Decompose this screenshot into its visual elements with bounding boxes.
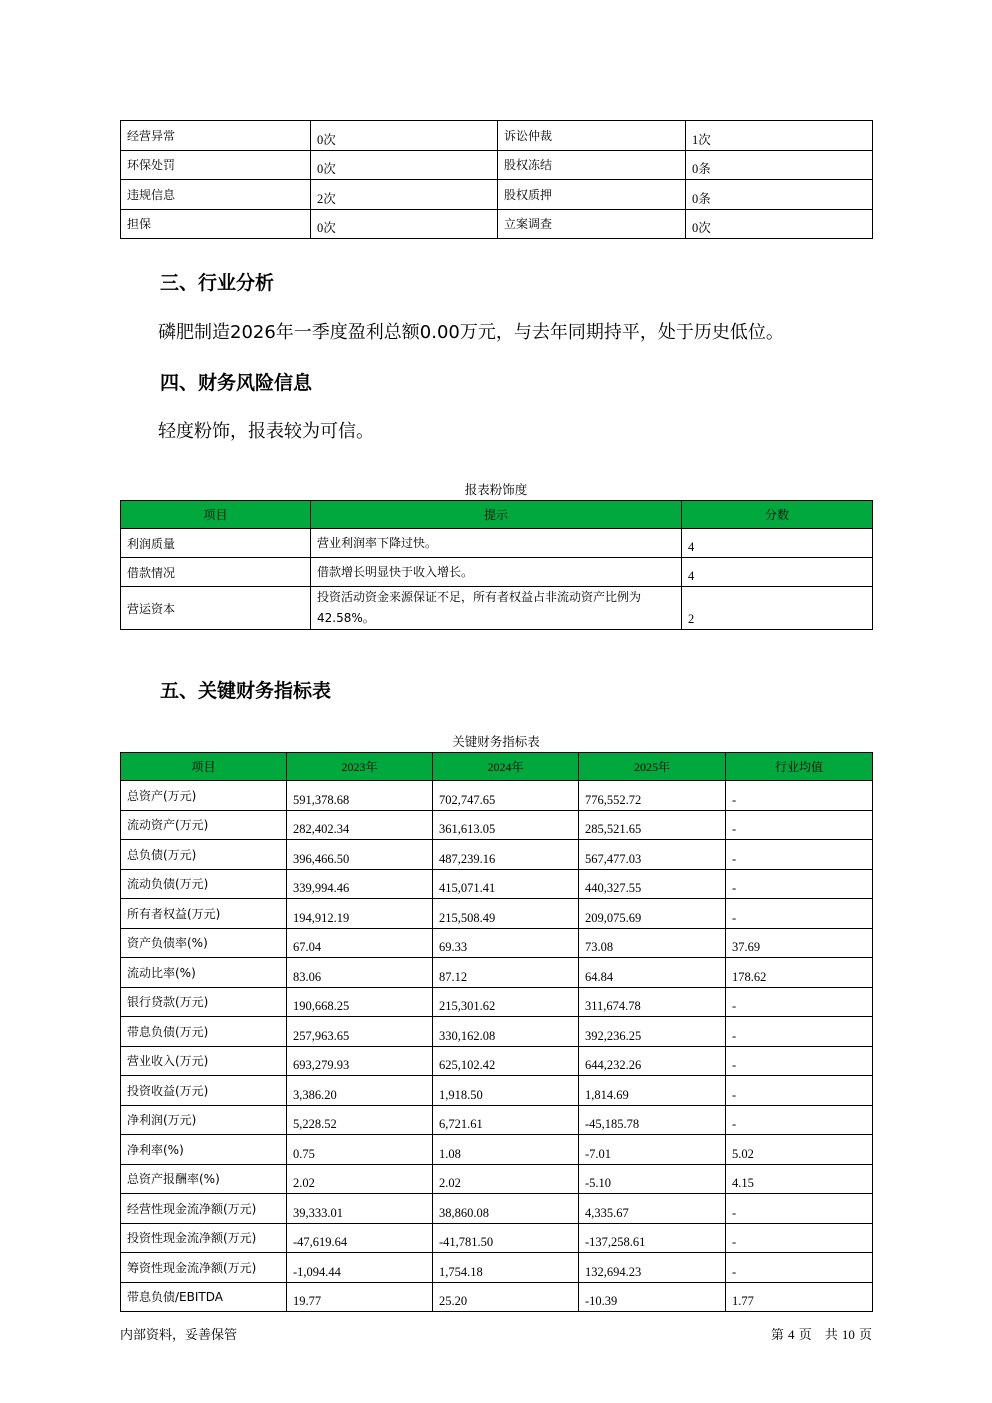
- score-header-cell: 分数: [682, 501, 873, 529]
- section3-text: 磷肥制造2026年一季度盈利总额0.00万元，与去年同期持平，处于历史低位。: [158, 322, 784, 343]
- table-row: [121, 899, 873, 929]
- score-item-cell: 借款情况: [121, 558, 311, 587]
- kpi-value-cell: -: [726, 1076, 873, 1106]
- table-row: [121, 587, 873, 630]
- table-row: [121, 1282, 873, 1312]
- risk-label2-cell: 诉讼仲裁: [498, 121, 686, 151]
- kpi-value-cell: 19.77: [287, 1282, 433, 1312]
- kpi-value-cell: -: [726, 1046, 873, 1076]
- kpi-value-cell: 2.02: [433, 1164, 579, 1194]
- kpi-label-cell: 带息负债/EBITDA: [121, 1282, 287, 1312]
- kpi-value-cell: -: [726, 1223, 873, 1253]
- kpi-label-cell: 经营性现金流净额(万元): [121, 1194, 287, 1224]
- kpi-value-cell: 487,239.16: [433, 840, 579, 870]
- page-prefix: 第: [770, 1328, 784, 1343]
- footer-confidential: 内部资料，妥善保管: [120, 1328, 238, 1343]
- kpi-value-cell: 2.02: [287, 1164, 433, 1194]
- kpi-label-cell: 总资产(万元): [121, 781, 287, 811]
- table-row: [121, 1164, 873, 1194]
- kpi-value-cell: 330,162.08: [433, 1017, 579, 1047]
- risk-label1-cell: 违规信息: [121, 180, 311, 210]
- page-suffix: 页: [858, 1328, 872, 1343]
- kpi-value-cell: 64.84: [579, 958, 726, 988]
- kpi-value-cell: -41,781.50: [433, 1223, 579, 1253]
- kpi-value-cell: -: [726, 1017, 873, 1047]
- table-row: [121, 180, 873, 210]
- risk-value1-cell: 2次: [311, 180, 498, 210]
- kpi-value-cell: 285,521.65: [579, 810, 726, 840]
- score-value-cell: 2: [682, 587, 873, 630]
- kpi-label-cell: 流动资产(万元): [121, 810, 287, 840]
- risk-value2-cell: 0次: [686, 209, 873, 239]
- score-value-cell: 4: [682, 558, 873, 587]
- kpi-header-cell: 2023年: [287, 753, 433, 781]
- kpi-value-cell: 39,333.01: [287, 1194, 433, 1224]
- kpi-value-cell: 38,860.08: [433, 1194, 579, 1224]
- kpi-value-cell: 567,477.03: [579, 840, 726, 870]
- kpi-value-cell: 392,236.25: [579, 1017, 726, 1047]
- kpi-value-cell: 361,613.05: [433, 810, 579, 840]
- table-row: [121, 781, 873, 811]
- kpi-header-cell: 项目: [121, 753, 287, 781]
- kpi-label-cell: 流动比率(%): [121, 958, 287, 988]
- kpi-label-cell: 投资性现金流净额(万元): [121, 1223, 287, 1253]
- kpi-label-cell: 营业收入(万元): [121, 1046, 287, 1076]
- score-item-cell: 营运资本: [121, 587, 311, 630]
- kpi-value-cell: 693,279.93: [287, 1046, 433, 1076]
- score-header-cell: 项目: [121, 501, 311, 529]
- kpi-label-cell: 银行贷款(万元): [121, 987, 287, 1017]
- kpi-value-cell: 5.02: [726, 1135, 873, 1165]
- kpi-value-cell: 591,378.68: [287, 781, 433, 811]
- table-row: [121, 1046, 873, 1076]
- page-total: 10: [841, 1327, 855, 1342]
- score-table-caption: 报表粉饰度: [464, 482, 528, 497]
- kpi-header-cell: 2025年: [579, 753, 726, 781]
- kpi-value-cell: 339,994.46: [287, 869, 433, 899]
- kpi-header-cell: 2024年: [433, 753, 579, 781]
- risk-label1-cell: 担保: [121, 209, 311, 239]
- kpi-value-cell: -: [726, 840, 873, 870]
- kpi-value-cell: 4,335.67: [579, 1194, 726, 1224]
- kpi-label-cell: 投资收益(万元): [121, 1076, 287, 1106]
- kpi-value-cell: -: [726, 1194, 873, 1224]
- kpi-label-cell: 筹资性现金流净额(万元): [121, 1253, 287, 1283]
- kpi-value-cell: -: [726, 1105, 873, 1135]
- risk-value1-cell: 0次: [311, 121, 498, 151]
- kpi-value-cell: 776,552.72: [579, 781, 726, 811]
- risk-label2-cell: 股权冻结: [498, 150, 686, 180]
- table-row: [121, 1253, 873, 1283]
- kpi-value-cell: 209,075.69: [579, 899, 726, 929]
- kpi-value-cell: 73.08: [579, 928, 726, 958]
- risk-label2-cell: 立案调查: [498, 209, 686, 239]
- kpi-value-cell: 194,912.19: [287, 899, 433, 929]
- risk-value1-cell: 0次: [311, 209, 498, 239]
- table-row: [121, 558, 873, 587]
- kpi-value-cell: -: [726, 810, 873, 840]
- table-row: [121, 1017, 873, 1047]
- risk-value1-cell: 0次: [311, 150, 498, 180]
- kpi-value-cell: -: [726, 869, 873, 899]
- score-hint-cell: 投资活动资金来源保证不足，所有者权益占非流动资产比例为42.58%。: [311, 587, 682, 630]
- kpi-value-cell: -7.01: [579, 1135, 726, 1165]
- risk-label1-cell: 环保处罚: [121, 150, 311, 180]
- kpi-value-cell: 644,232.26: [579, 1046, 726, 1076]
- kpi-value-cell: 257,963.65: [287, 1017, 433, 1047]
- risk-value2-cell: 0条: [686, 180, 873, 210]
- kpi-value-cell: 69.33: [433, 928, 579, 958]
- kpi-value-cell: 1,814.69: [579, 1076, 726, 1106]
- table-row: [121, 1135, 873, 1165]
- table-row: [121, 1223, 873, 1253]
- kpi-value-cell: 1.08: [433, 1135, 579, 1165]
- kpi-value-cell: 25.20: [433, 1282, 579, 1312]
- table-row: [121, 840, 873, 870]
- score-value-cell: 4: [682, 529, 873, 558]
- kpi-label-cell: 总资产报酬率(%): [121, 1164, 287, 1194]
- table-row: [121, 1194, 873, 1224]
- kpi-value-cell: 1,918.50: [433, 1076, 579, 1106]
- kpi-value-cell: -137,258.61: [579, 1223, 726, 1253]
- kpi-table-caption: 关键财务指标表: [452, 734, 540, 749]
- kpi-value-cell: 215,301.62: [433, 987, 579, 1017]
- kpi-value-cell: 1.77: [726, 1282, 873, 1312]
- table-row: [121, 810, 873, 840]
- kpi-value-cell: 87.12: [433, 958, 579, 988]
- table-row: [121, 958, 873, 988]
- section5-heading: 五、关键财务指标表: [160, 680, 332, 702]
- table-row: [121, 1076, 873, 1106]
- section4-text: 轻度粉饰，报表较为可信。: [158, 421, 374, 442]
- kpi-value-cell: 625,102.42: [433, 1046, 579, 1076]
- kpi-value-cell: -45,185.78: [579, 1105, 726, 1135]
- kpi-value-cell: 190,668.25: [287, 987, 433, 1017]
- score-item-cell: 利润质量: [121, 529, 311, 558]
- kpi-value-cell: 215,508.49: [433, 899, 579, 929]
- kpi-value-cell: 67.04: [287, 928, 433, 958]
- risk-label1-cell: 经营异常: [121, 121, 311, 151]
- kpi-value-cell: 440,327.55: [579, 869, 726, 899]
- score-hint-cell: 营业利润率下降过快。: [311, 529, 682, 558]
- table-row: [121, 928, 873, 958]
- kpi-label-cell: 净利率(%): [121, 1135, 287, 1165]
- table-row: [121, 209, 873, 239]
- page-mid: 页 共: [798, 1328, 838, 1343]
- kpi-value-cell: -5.10: [579, 1164, 726, 1194]
- page-current: 4: [788, 1327, 795, 1342]
- kpi-value-cell: 6,721.61: [433, 1105, 579, 1135]
- kpi-value-cell: -10.39: [579, 1282, 726, 1312]
- section3-heading: 三、行业分析: [160, 272, 275, 294]
- kpi-label-cell: 带息负债(万元): [121, 1017, 287, 1047]
- kpi-value-cell: 4.15: [726, 1164, 873, 1194]
- kpi-label-cell: 总负债(万元): [121, 840, 287, 870]
- kpi-label-cell: 净利润(万元): [121, 1105, 287, 1135]
- score-table: [120, 500, 873, 630]
- table-row: [121, 987, 873, 1017]
- kpi-value-cell: 178.62: [726, 958, 873, 988]
- kpi-value-cell: 415,071.41: [433, 869, 579, 899]
- kpi-value-cell: 702,747.65: [433, 781, 579, 811]
- table-row: [121, 529, 873, 558]
- kpi-value-cell: 282,402.34: [287, 810, 433, 840]
- risk-label2-cell: 股权质押: [498, 180, 686, 210]
- risk-info-table: [120, 120, 873, 239]
- kpi-value-cell: -: [726, 1253, 873, 1283]
- kpi-label-cell: 资产负债率(%): [121, 928, 287, 958]
- kpi-value-cell: -: [726, 781, 873, 811]
- kpi-value-cell: 1,754.18: [433, 1253, 579, 1283]
- table-row: [121, 150, 873, 180]
- kpi-value-cell: -47,619.64: [287, 1223, 433, 1253]
- risk-value2-cell: 1次: [686, 121, 873, 151]
- risk-value2-cell: 0条: [686, 150, 873, 180]
- kpi-value-cell: 132,694.23: [579, 1253, 726, 1283]
- table-row: [121, 1105, 873, 1135]
- kpi-value-cell: 311,674.78: [579, 987, 726, 1017]
- table-row: [121, 121, 873, 151]
- kpi-value-cell: -1,094.44: [287, 1253, 433, 1283]
- kpi-label-cell: 所有者权益(万元): [121, 899, 287, 929]
- kpi-value-cell: 5,228.52: [287, 1105, 433, 1135]
- score-header-cell: 提示: [311, 501, 682, 529]
- score-hint-cell: 借款增长明显快于收入增长。: [311, 558, 682, 587]
- kpi-value-cell: -: [726, 899, 873, 929]
- kpi-value-cell: -: [726, 987, 873, 1017]
- section4-heading: 四、财务风险信息: [160, 372, 313, 394]
- kpi-value-cell: 83.06: [287, 958, 433, 988]
- kpi-header-cell: 行业均值: [726, 753, 873, 781]
- kpi-label-cell: 流动负债(万元): [121, 869, 287, 899]
- kpi-value-cell: 0.75: [287, 1135, 433, 1165]
- kpi-value-cell: 3,386.20: [287, 1076, 433, 1106]
- kpi-value-cell: 396,466.50: [287, 840, 433, 870]
- table-row: [121, 869, 873, 899]
- kpi-value-cell: 37.69: [726, 928, 873, 958]
- kpi-table: [120, 752, 873, 1312]
- footer-page-number: [771, 1324, 872, 1343]
